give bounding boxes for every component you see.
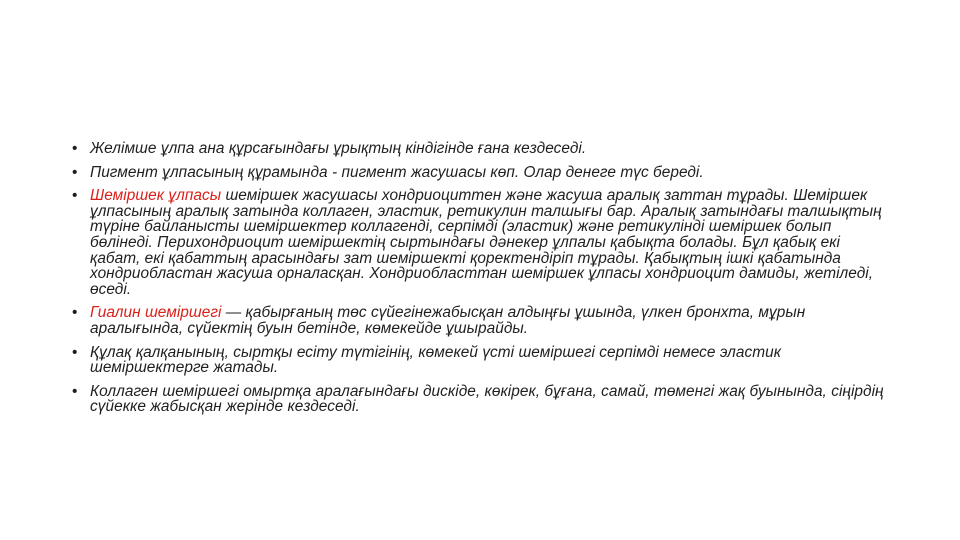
bullet-list — [72, 141, 892, 423]
bullet-item — [72, 165, 892, 181]
bullet-item — [72, 305, 892, 336]
bullet-item — [72, 188, 892, 297]
bullet-text: Пигмент ұлпасының құрамында - пигмент жасушасы көп. Олар денеге түс береді. — [90, 163, 704, 181]
bullet-text: Коллаген шеміршегі омыртқа аралағындағы дискіде, көкірек, бұғана, самай, төменгі жақ буынында, сіңірдің сүйекке жабысқан жерінде кездеседі. — [90, 382, 884, 416]
bullet-item — [72, 345, 892, 376]
bullet-highlight-term: Шеміршек ұлпасы — [90, 187, 222, 205]
bullet-item — [72, 384, 892, 415]
bullet-text: Желімше ұлпа ана құрсағындағы ұрықтың кіндігінде ғана кездеседі. — [90, 140, 587, 157]
bullet-text: Құлақ қалқанының, сыртқы есіту түтігінің, көмекей үсті шеміршегі серпімді немесе эластик шеміршектерге жатады. — [90, 343, 782, 377]
bullet-text: шеміршек жасушасы хондриоциттен және жасуша аралық заттан тұрады. Шеміршек ұлпасының аралық затында коллаген, эластик, ретикулин талшығы бар. Аралық затындағы талшықтың түріне байланысты шеміршектер коллагенді, серпімді (эластик) және ретикулінді шеміршек болып бөлінеді. Перихондриоцит шеміршектің сыртындағы дәнекер ұлпалы қабықта болады. Бұл қабық екі қабат, екі қабаттың арасындағы зат шеміршекті қоректендіріп тұрады. Қабықтың ішкі қабатында хондриобластан жасуша орналасқан. Хондриобласттан шеміршек ұлпасы хондриоцит дамиды, жетіледі, өседі. — [90, 187, 882, 298]
bullet-text: — қабырғаның төс сүйегінежабысқан алдыңғы ұшында, үлкен бронхта, мұрын аралығында, сүйектің буын бетінде, көмекейде ұшырайды. — [90, 304, 806, 337]
bullet-highlight-term: Гиалин шеміршегі — [90, 304, 222, 322]
bullet-item — [72, 141, 892, 157]
